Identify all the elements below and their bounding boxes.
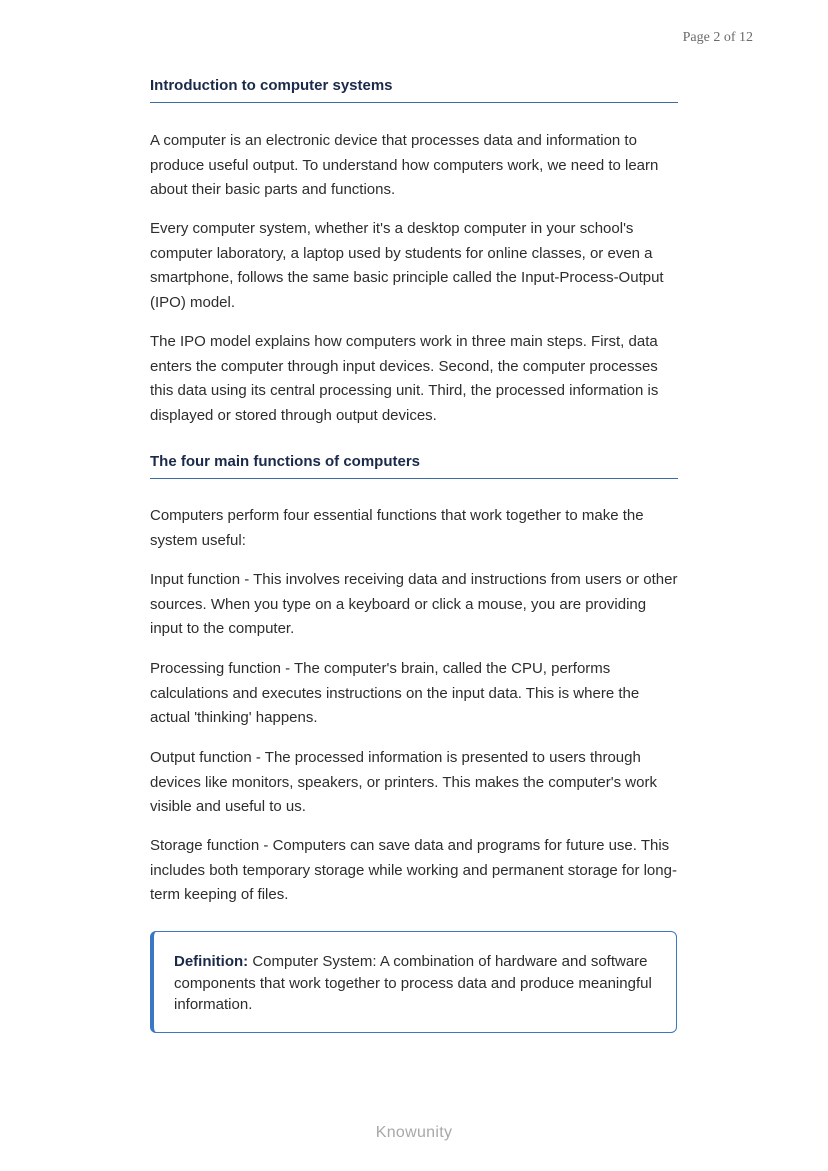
definition-box (150, 931, 677, 1033)
paragraph-input-function: Input function - This involves receiving data and instructions from users or other sources. When you type on a keyboard or click a mouse, you are providing input to the computer. (150, 571, 678, 637)
definition-text: Computer System: A combination of hardware and software components that work together to process data and produce meaningful information. (174, 953, 652, 1013)
paragraph: The IPO model explains how computers work in three main steps. First, data enters the computer through input devices. Second, the computer processes this data using its central processing unit. Third, the processed information is displayed or stored through output devices. (150, 333, 659, 424)
section-heading-introduction: Introduction to computer systems (150, 77, 678, 103)
footer-brand: Knowunity (375, 1124, 453, 1141)
paragraph-storage-function: Storage function - Computers can save data and programs for future use. This includes both temporary storage while working and permanent storage for long-term keeping of files. (150, 837, 677, 903)
paragraph-processing-function: Processing function - The computer's brain, called the CPU, performs calculations and executes instructions on the input data. This is where the actual 'thinking' happens. (150, 660, 640, 726)
page-number: Page 2 of 12 (682, 30, 753, 45)
paragraph: Every computer system, whether it's a desktop computer in your school's computer laboratory, a laptop used by students for online classes, or even a smartphone, follows the same basic principle called the Input-Process-Output (IPO) model. (150, 220, 664, 311)
paragraph: A computer is an electronic device that processes data and information to produce useful output. To understand how computers work, we need to learn about their basic parts and functions. (150, 132, 659, 198)
definition-term: Definition: (174, 953, 249, 970)
section-heading-four-functions: The four main functions of computers (150, 453, 678, 479)
paragraph-output-function: Output function - The processed information is presented to users through devices like monitors, speakers, or printers. This makes the computer's work visible and useful to us. (150, 749, 657, 815)
paragraph: Computers perform four essential functions that work together to make the system useful: (150, 507, 644, 549)
